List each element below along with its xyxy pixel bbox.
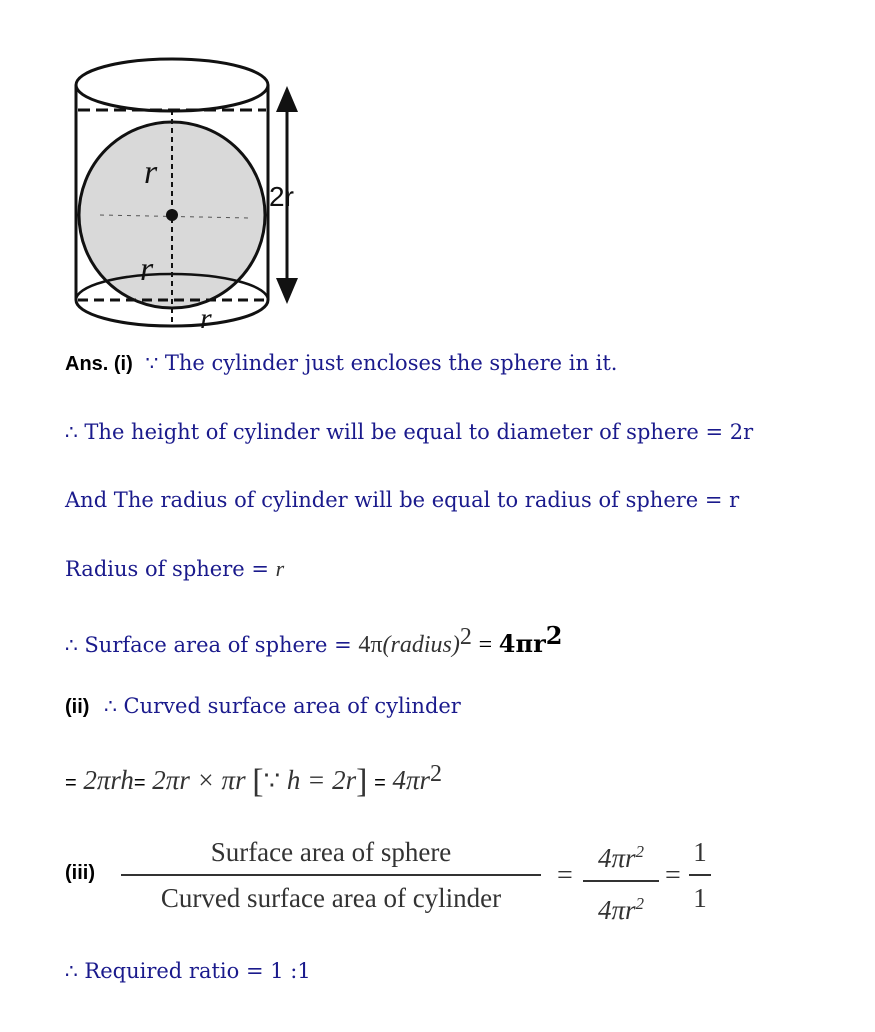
part2-eq2: =: [133, 772, 146, 794]
part3-frac3-den: 1: [693, 882, 707, 913]
part3-frac3-bar: [689, 874, 711, 876]
part2-therefore: ∴: [104, 694, 117, 718]
line3-text: And The radius of cylinder will be equal to radius of sphere = r: [65, 488, 740, 512]
part2-result-sup: 2: [430, 761, 443, 787]
part3-frac3-num: 1: [693, 837, 707, 867]
line5-eq: =: [478, 632, 493, 658]
part2-bracket-close: ]: [356, 763, 368, 800]
therefore-symbol: ∴: [65, 420, 78, 444]
line1-text: The cylinder just encloses the sphere in it.: [164, 351, 618, 375]
height-label: 2r: [269, 181, 294, 212]
part3-fraction-2: [583, 832, 659, 930]
answer-line-2: [65, 418, 753, 446]
part2-eq3: =: [374, 772, 386, 794]
part3-frac2-num-wrap: [583, 832, 659, 878]
part3-label: (iii): [65, 862, 95, 884]
part3-frac2-bar: [583, 880, 659, 882]
sphere-center-dot: [166, 209, 178, 221]
part2-expr1: 2πrh: [83, 765, 134, 795]
part3-fraction-3: [689, 832, 711, 918]
ans-label: Ans. (i): [65, 353, 133, 375]
part3-frac2-num: 4πr: [598, 843, 636, 873]
conclusion-text: Required ratio = 1 :1: [84, 959, 311, 983]
part2-because: ∵: [263, 766, 281, 795]
answer-line-3: [65, 486, 739, 514]
part3-frac2-den-wrap: [583, 884, 659, 930]
part3-fraction-1: [121, 832, 541, 918]
part3-frac1-den: Curved surface area of cylinder: [160, 882, 502, 913]
part3-equation: [65, 832, 825, 932]
conclusion-therefore: ∴: [65, 959, 78, 983]
cylinder-sphere-diagram: [60, 48, 320, 338]
line5-expr-b: (radius): [382, 632, 460, 658]
answer-line-5: [65, 622, 562, 659]
part3-eq2: =: [665, 860, 681, 891]
part3-frac2-den: 4πr: [598, 894, 636, 925]
line5-expr-sup: 2: [459, 624, 472, 650]
therefore-symbol-2: ∴: [65, 633, 78, 657]
height-arrow-top: [276, 86, 298, 112]
cylinder-sphere-figure: [60, 48, 320, 338]
height-arrow-bottom: [276, 278, 298, 304]
answer-line-1: [65, 349, 617, 378]
radius-label-lower: r: [140, 251, 154, 288]
answer-line-4: [65, 555, 284, 583]
conclusion-line: [65, 957, 311, 985]
radius-label-base: r: [200, 302, 212, 335]
part3-frac1-bar: [121, 874, 541, 876]
part2-eq1: =: [65, 772, 77, 794]
line5-result-sup: 2: [545, 621, 563, 650]
line5-expr-a: 4π: [358, 632, 383, 658]
cylinder-top: [76, 59, 268, 111]
part3-frac2-num-sup: 2: [635, 842, 644, 861]
part2-result: 4πr: [392, 765, 431, 795]
part2-title: Curved surface area of cylinder: [123, 694, 461, 718]
line5-text: Surface area of sphere =: [84, 633, 352, 657]
radius-value: r: [275, 556, 285, 581]
part3-frac1-num: Surface area of sphere: [210, 837, 452, 867]
line5-result: 4πr: [498, 629, 546, 658]
part2-expr2: 2πr × πr: [152, 765, 246, 795]
line2-text: The height of cylinder will be equal to diameter of sphere = 2r: [84, 420, 754, 444]
line4-text: Radius of sphere =: [65, 557, 269, 581]
part3-eq1: =: [557, 860, 573, 891]
because-symbol: ∵: [145, 351, 159, 375]
part2-equation-line: [65, 760, 443, 800]
radius-label-upper: r: [144, 154, 158, 191]
part2-label: (ii): [65, 696, 90, 718]
part2-title-line: [65, 692, 461, 721]
part3-frac2-den-sup: 2: [635, 893, 644, 913]
part2-bracket-open: [: [252, 763, 264, 800]
part2-bracket-expr: h = 2r: [286, 765, 357, 795]
